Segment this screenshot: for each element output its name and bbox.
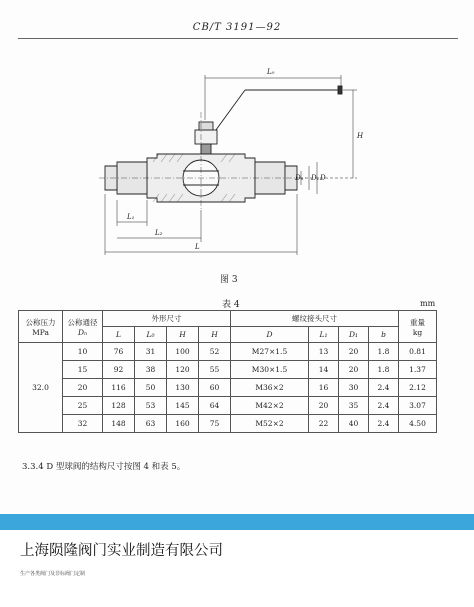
table-cell: 20 — [309, 397, 339, 415]
table-cell: 2.12 — [399, 379, 437, 397]
subheader-cell: L₀ — [135, 327, 167, 343]
table-cell: 160 — [167, 415, 199, 433]
company-name: 上海陨隆阀门实业制造有限公司 — [20, 543, 223, 559]
table-cell: 2.4 — [369, 379, 399, 397]
table-cell: M36×2 — [231, 379, 309, 397]
subheader-cell: L — [103, 327, 135, 343]
header-weight: 重量 kg — [399, 311, 437, 343]
table-cell: 50 — [135, 379, 167, 397]
header-outline: 外形尺寸 — [103, 311, 231, 327]
table-row — [19, 343, 437, 361]
table-cell: 25 — [63, 397, 103, 415]
table-cell: 38 — [135, 361, 167, 379]
table-cell: 35 — [339, 397, 369, 415]
table-cell: 55 — [199, 361, 231, 379]
subheader-cell: D — [231, 327, 309, 343]
table-cell: M27×1.5 — [231, 343, 309, 361]
table-cell: 75 — [199, 415, 231, 433]
table-cell: 22 — [309, 415, 339, 433]
subheader-cell: H — [167, 327, 199, 343]
table-cell: 14 — [309, 361, 339, 379]
dim-label-d: D — [320, 174, 326, 182]
accent-bar — [0, 514, 474, 530]
ball-valve-drawing — [95, 50, 385, 265]
table-cell: 3.07 — [399, 397, 437, 415]
table-cell: 20 — [339, 343, 369, 361]
dim-label-l1: L₁ — [127, 213, 135, 221]
dim-label-dw: Dₙ — [295, 174, 304, 182]
table-cell: 60 — [199, 379, 231, 397]
table-row — [19, 379, 437, 397]
subheader-cell: H — [199, 327, 231, 343]
table-cell: 148 — [103, 415, 135, 433]
table-cell: 1.37 — [399, 361, 437, 379]
table-cell: M42×2 — [231, 397, 309, 415]
table-cell: 2.4 — [369, 415, 399, 433]
spec-table — [18, 310, 437, 433]
section-note: 3.3.4 D 型球阀的结构尺寸按图 4 和表 5。 — [22, 462, 186, 472]
table-cell: 4.50 — [399, 415, 437, 433]
table-cell: 120 — [167, 361, 199, 379]
table-cell: 130 — [167, 379, 199, 397]
table-row — [19, 397, 437, 415]
subheader-cell: b — [369, 327, 399, 343]
pressure-value: 32.0 — [19, 343, 63, 433]
table-cell: 13 — [309, 343, 339, 361]
figure-caption: 图 3 — [220, 275, 238, 285]
dim-label-h: H — [357, 132, 364, 140]
table-cell: 1.8 — [369, 361, 399, 379]
table-cell: 2.4 — [369, 397, 399, 415]
table-cell: 16 — [309, 379, 339, 397]
dim-label-d1: D₁ — [311, 174, 320, 182]
dim-label-l2: L₂ — [155, 229, 163, 237]
table-cell: 20 — [339, 361, 369, 379]
table-caption: 表 4 — [222, 300, 240, 310]
table-cell: 53 — [135, 397, 167, 415]
table-cell: 64 — [199, 397, 231, 415]
table-cell: 52 — [199, 343, 231, 361]
table-cell: 15 — [63, 361, 103, 379]
table-row — [19, 361, 437, 379]
dim-label-l0: L₀ — [267, 68, 275, 76]
standard-code: CB/T 3191—92 — [192, 22, 282, 33]
table-row — [19, 415, 437, 433]
table-cell: 30 — [339, 379, 369, 397]
table-cell: 63 — [135, 415, 167, 433]
table-cell: 100 — [167, 343, 199, 361]
table-cell: M30×1.5 — [231, 361, 309, 379]
table-cell: 31 — [135, 343, 167, 361]
subheader-cell: L₁ — [309, 327, 339, 343]
table-cell: 1.8 — [369, 343, 399, 361]
table-cell: 40 — [339, 415, 369, 433]
header-rule — [18, 38, 458, 39]
header-diameter: 公称通径 Dₙ — [63, 311, 103, 343]
table-cell: 76 — [103, 343, 135, 361]
table-unit: mm — [420, 299, 436, 308]
dim-label-l: L — [195, 243, 200, 251]
table-cell: 32 — [63, 415, 103, 433]
header-thread: 螺纹接头尺寸 — [231, 311, 399, 327]
table-cell: 0.81 — [399, 343, 437, 361]
company-tagline: 生产各类阀门及非标阀门定制 — [20, 571, 86, 577]
header-pressure: 公称压力 MPa — [19, 311, 63, 343]
table-cell: 145 — [167, 397, 199, 415]
table-cell: 128 — [103, 397, 135, 415]
table-header-row — [19, 311, 437, 327]
table-cell: 20 — [63, 379, 103, 397]
table-cell: 92 — [103, 361, 135, 379]
table-cell: M52×2 — [231, 415, 309, 433]
table-cell: 116 — [103, 379, 135, 397]
subheader-cell: D₁ — [339, 327, 369, 343]
table-cell: 10 — [63, 343, 103, 361]
